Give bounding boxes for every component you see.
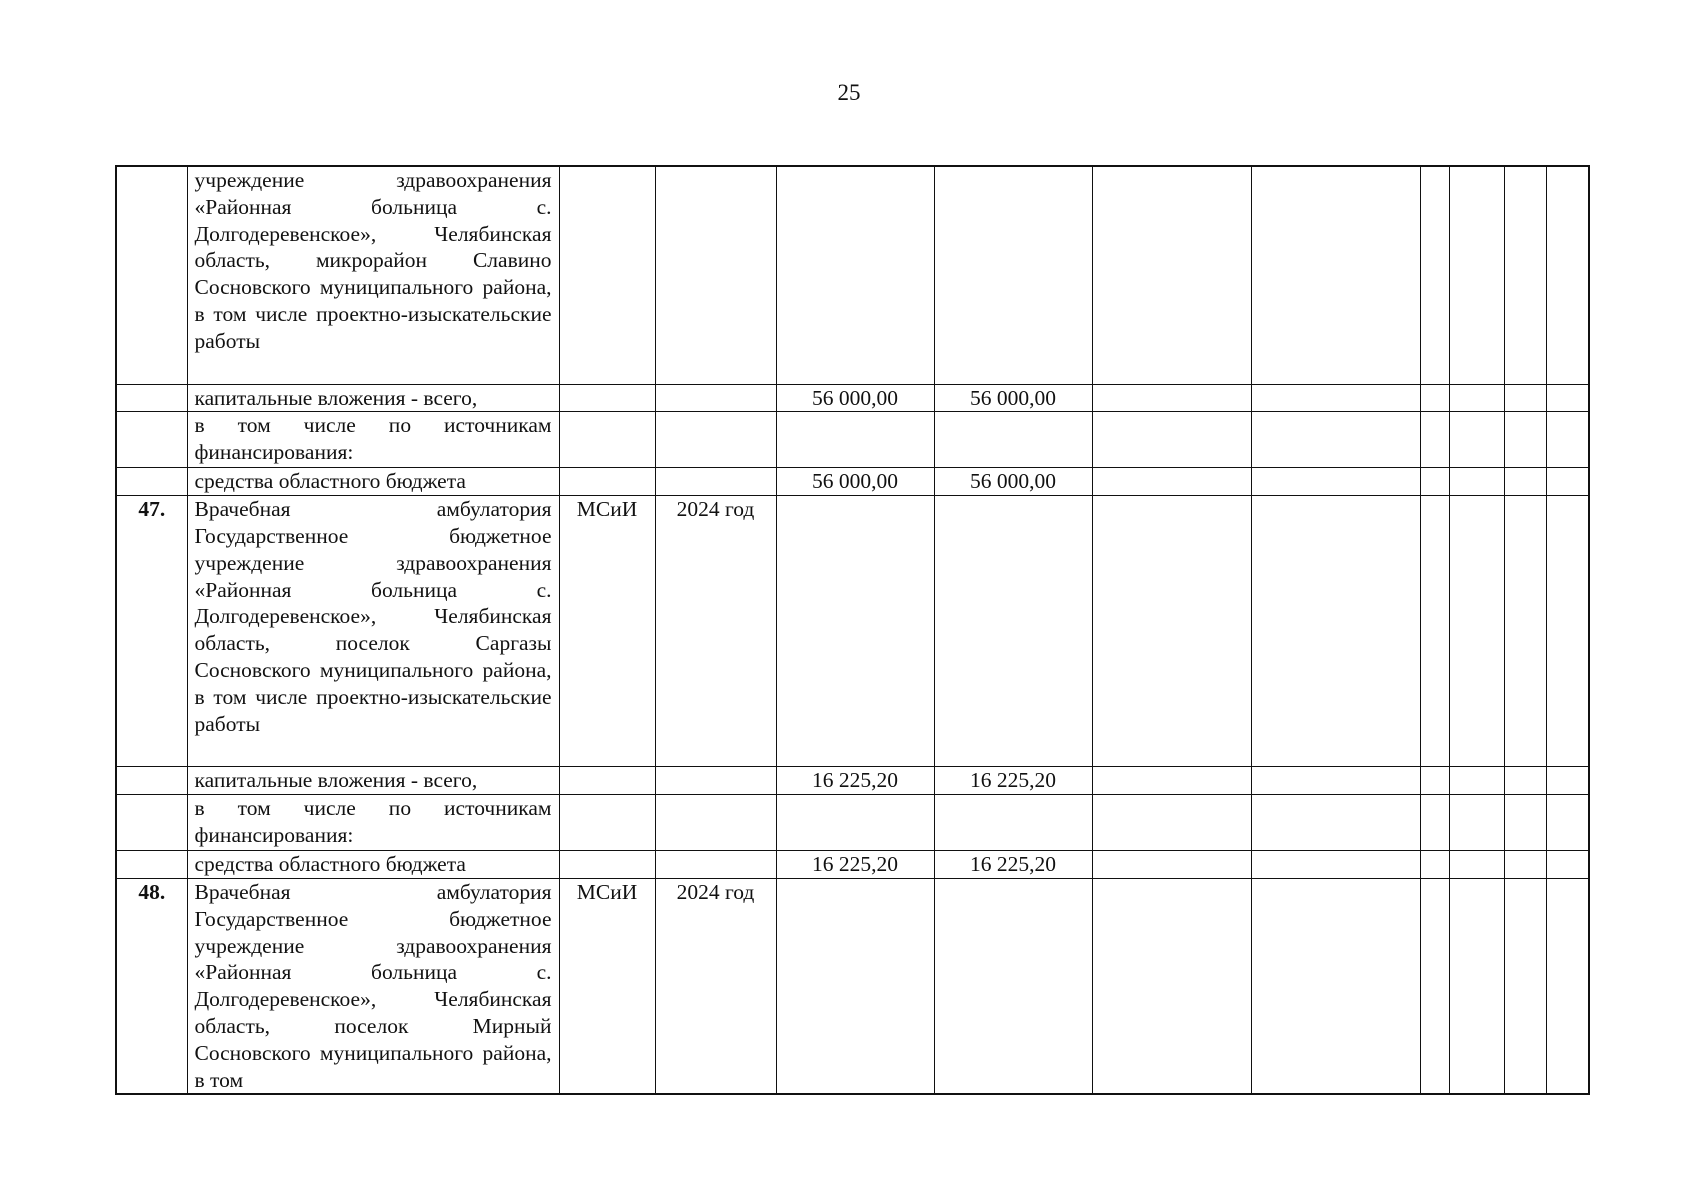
- object-name: Врачебная амбулатория Государственное бюджетное учреждение здравоохранения «Районная больница с. Долгодеревенское», Челябинская область, поселок Саргазы Сосновского муниципального района, в том числе проектно-изыскательские работы: [187, 496, 559, 767]
- row-number: [116, 851, 187, 879]
- row-number: [116, 767, 187, 795]
- object-name: средства областного бюджета: [187, 851, 559, 879]
- total-amount: [776, 496, 934, 767]
- empty-cell: [1251, 851, 1420, 879]
- table-row: [116, 879, 1589, 1095]
- empty-cell: [1504, 384, 1546, 412]
- empty-cell: [1504, 795, 1546, 851]
- customer-cell: [559, 412, 655, 468]
- empty-cell: [1449, 851, 1504, 879]
- empty-cell: [1092, 384, 1251, 412]
- empty-cell: [1504, 496, 1546, 767]
- empty-cell: [1546, 851, 1589, 879]
- empty-cell: [1251, 879, 1420, 1095]
- empty-cell: [1092, 851, 1251, 879]
- empty-cell: [1420, 767, 1449, 795]
- empty-cell: [1449, 496, 1504, 767]
- empty-cell: [1546, 166, 1589, 384]
- year-amount: [934, 166, 1092, 384]
- empty-cell: [1092, 795, 1251, 851]
- customer-cell: МСиИ: [559, 496, 655, 767]
- year-amount: [934, 795, 1092, 851]
- customer-cell: [559, 384, 655, 412]
- total-amount: [776, 166, 934, 384]
- period-cell: [655, 795, 776, 851]
- empty-cell: [1420, 795, 1449, 851]
- empty-cell: [1449, 795, 1504, 851]
- empty-cell: [1251, 166, 1420, 384]
- total-amount: 16 225,20: [776, 851, 934, 879]
- table-row: [116, 767, 1589, 795]
- period-cell: [655, 166, 776, 384]
- empty-cell: [1092, 166, 1251, 384]
- empty-cell: [1420, 851, 1449, 879]
- object-name: Врачебная амбулатория Государственное бюджетное учреждение здравоохранения «Районная больница с. Долгодеревенское», Челябинская область, поселок Мирный Сосновского муниципального района, в том: [187, 879, 559, 1095]
- customer-cell: [559, 166, 655, 384]
- total-amount: 16 225,20: [776, 767, 934, 795]
- empty-cell: [1251, 412, 1420, 468]
- row-number: [116, 412, 187, 468]
- empty-cell: [1546, 468, 1589, 496]
- empty-cell: [1251, 795, 1420, 851]
- row-number: [116, 166, 187, 384]
- year-amount: [934, 412, 1092, 468]
- year-amount: 16 225,20: [934, 851, 1092, 879]
- object-name: в том числе по источникам финансирования:: [187, 795, 559, 851]
- empty-cell: [1504, 851, 1546, 879]
- empty-cell: [1092, 468, 1251, 496]
- empty-cell: [1251, 384, 1420, 412]
- table-row: [116, 166, 1589, 384]
- empty-cell: [1504, 166, 1546, 384]
- object-name: средства областного бюджета: [187, 468, 559, 496]
- empty-cell: [1092, 879, 1251, 1095]
- empty-cell: [1546, 384, 1589, 412]
- object-name: учреждение здравоохранения «Районная больница с. Долгодеревенское», Челябинская область, микрорайон Славино Сосновского муниципального района, в том числе проектно-изыскательские работы: [187, 166, 559, 384]
- empty-cell: [1420, 412, 1449, 468]
- empty-cell: [1546, 767, 1589, 795]
- empty-cell: [1092, 412, 1251, 468]
- customer-cell: [559, 468, 655, 496]
- year-amount: 56 000,00: [934, 468, 1092, 496]
- page-number: 25: [837, 80, 861, 105]
- total-amount: [776, 412, 934, 468]
- row-number: [116, 468, 187, 496]
- table-row: [116, 496, 1589, 767]
- table-row: [116, 468, 1589, 496]
- empty-cell: [1546, 879, 1589, 1095]
- empty-cell: [1092, 767, 1251, 795]
- empty-cell: [1420, 384, 1449, 412]
- period-cell: 2024 год: [655, 879, 776, 1095]
- customer-cell: [559, 767, 655, 795]
- empty-cell: [1504, 879, 1546, 1095]
- empty-cell: [1504, 767, 1546, 795]
- object-name: в том числе по источникам финансирования:: [187, 412, 559, 468]
- empty-cell: [1251, 496, 1420, 767]
- total-amount: [776, 795, 934, 851]
- total-amount: 56 000,00: [776, 468, 934, 496]
- empty-cell: [1449, 412, 1504, 468]
- empty-cell: [1449, 384, 1504, 412]
- total-amount: [776, 879, 934, 1095]
- empty-cell: [1092, 496, 1251, 767]
- empty-cell: [1420, 879, 1449, 1095]
- empty-cell: [1504, 412, 1546, 468]
- period-cell: [655, 767, 776, 795]
- table-row: [116, 851, 1589, 879]
- row-number: [116, 384, 187, 412]
- year-amount: [934, 879, 1092, 1095]
- empty-cell: [1504, 468, 1546, 496]
- budget-table: [115, 165, 1590, 1095]
- table-row: [116, 795, 1589, 851]
- period-cell: [655, 412, 776, 468]
- table-row: [116, 384, 1589, 412]
- row-number: 48.: [116, 879, 187, 1095]
- row-number: 47.: [116, 496, 187, 767]
- object-name: капитальные вложения - всего,: [187, 384, 559, 412]
- customer-cell: [559, 851, 655, 879]
- year-amount: 16 225,20: [934, 767, 1092, 795]
- empty-cell: [1420, 166, 1449, 384]
- empty-cell: [1546, 795, 1589, 851]
- object-name: капитальные вложения - всего,: [187, 767, 559, 795]
- empty-cell: [1420, 496, 1449, 767]
- period-cell: [655, 468, 776, 496]
- empty-cell: [1546, 496, 1589, 767]
- empty-cell: [1420, 468, 1449, 496]
- period-cell: 2024 год: [655, 496, 776, 767]
- row-number: [116, 795, 187, 851]
- period-cell: [655, 851, 776, 879]
- empty-cell: [1546, 412, 1589, 468]
- empty-cell: [1251, 468, 1420, 496]
- total-amount: 56 000,00: [776, 384, 934, 412]
- table-row: [116, 412, 1589, 468]
- empty-cell: [1251, 767, 1420, 795]
- customer-cell: МСиИ: [559, 879, 655, 1095]
- customer-cell: [559, 795, 655, 851]
- empty-cell: [1449, 879, 1504, 1095]
- period-cell: [655, 384, 776, 412]
- year-amount: 56 000,00: [934, 384, 1092, 412]
- empty-cell: [1449, 767, 1504, 795]
- empty-cell: [1449, 166, 1504, 384]
- year-amount: [934, 496, 1092, 767]
- empty-cell: [1449, 468, 1504, 496]
